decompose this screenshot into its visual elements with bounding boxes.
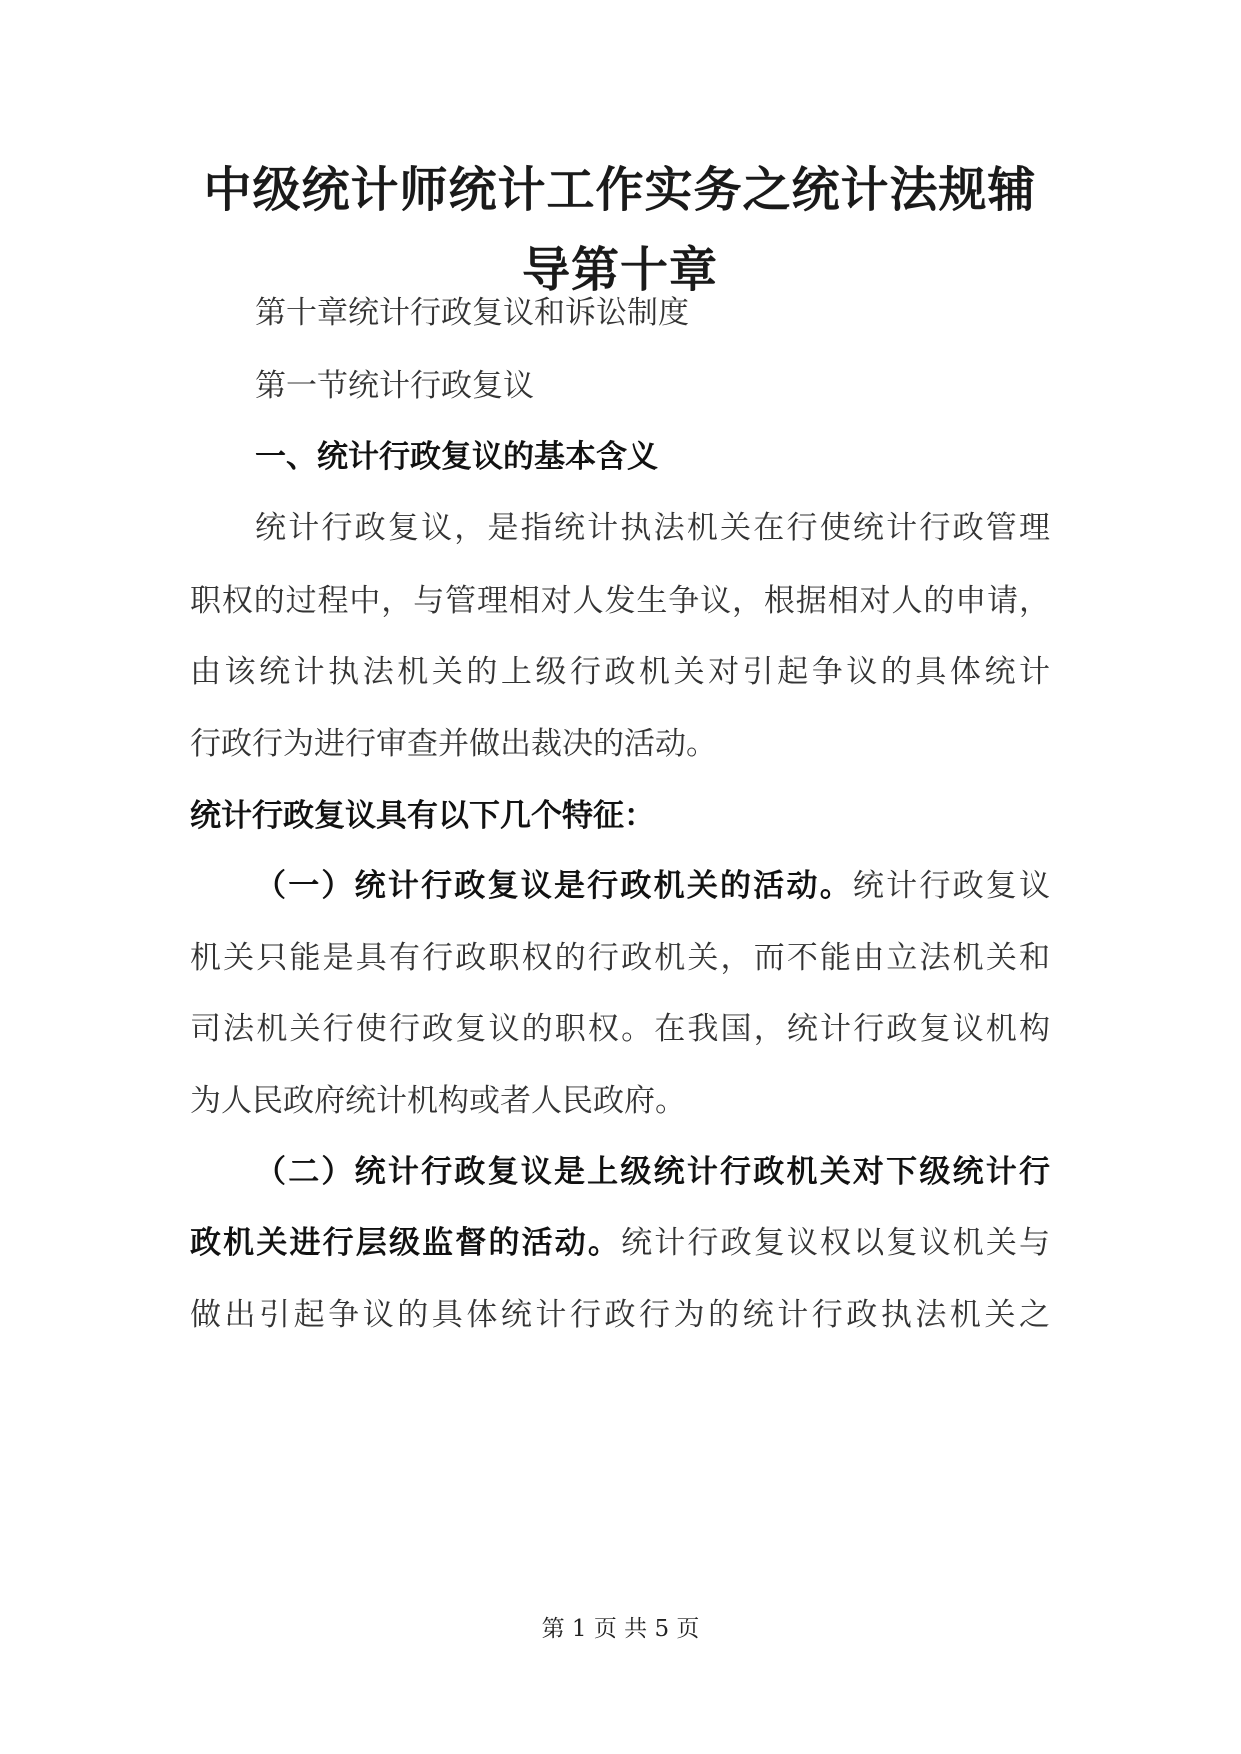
feature-1-line-2: 机关只能是具有行政职权的行政机关，而不能由立法机关和: [190, 940, 1050, 976]
feature-2-line-1: （二）统计行政复议是上级统计行政机关对下级统计行: [255, 1154, 1050, 1190]
title-line-2: 导第十章: [521, 242, 718, 298]
definition-line-4: 行政行为进行审查并做出裁决的活动。: [190, 726, 717, 762]
feature-2-line-2: [190, 1223, 1050, 1263]
feature-2-line-3: 做出引起争议的具体统计行政行为的统计行政执法机关之: [190, 1297, 1050, 1333]
feature-1-line-3: 司法机关行使行政复议的职权。在我国，统计行政复议机构: [190, 1011, 1050, 1047]
feature-1-line-1: [255, 866, 1050, 906]
feature-1-lead: （一）统计行政复议是行政机关的活动。: [255, 868, 853, 904]
feature-1-line-1-rest: 统计行政复议: [852, 868, 1051, 904]
feature-2-line-2-rest: 统计行政复议权以复议机关与: [621, 1225, 1051, 1261]
feature-1-line-4: 为人民政府统计机构或者人民政府。: [190, 1083, 686, 1119]
features-heading: 统计行政复议具有以下几个特征：: [190, 798, 655, 834]
page-indicator: 第 1 页 共 5 页: [541, 1616, 700, 1642]
feature-2-lead-end: 政机关进行层级监督的活动。: [190, 1225, 622, 1261]
definition-line-3: 由该统计执法机关的上级行政机关对引起争议的具体统计: [190, 654, 1050, 690]
title-line-1: 中级统计师统计工作实务之统计法规辅: [203, 162, 1037, 218]
subsection-heading: 一、统计行政复议的基本含义: [255, 439, 658, 475]
section-heading: 第一节统计行政复议: [255, 368, 534, 404]
chapter-heading: 第十章统计行政复议和诉讼制度: [255, 295, 689, 331]
definition-line-1: 统计行政复议，是指统计执法机关在行使统计行政管理: [255, 510, 1050, 546]
definition-line-2: 职权的过程中，与管理相对人发生争议，根据相对人的申请，: [190, 583, 1050, 619]
document-title: [190, 150, 1050, 310]
